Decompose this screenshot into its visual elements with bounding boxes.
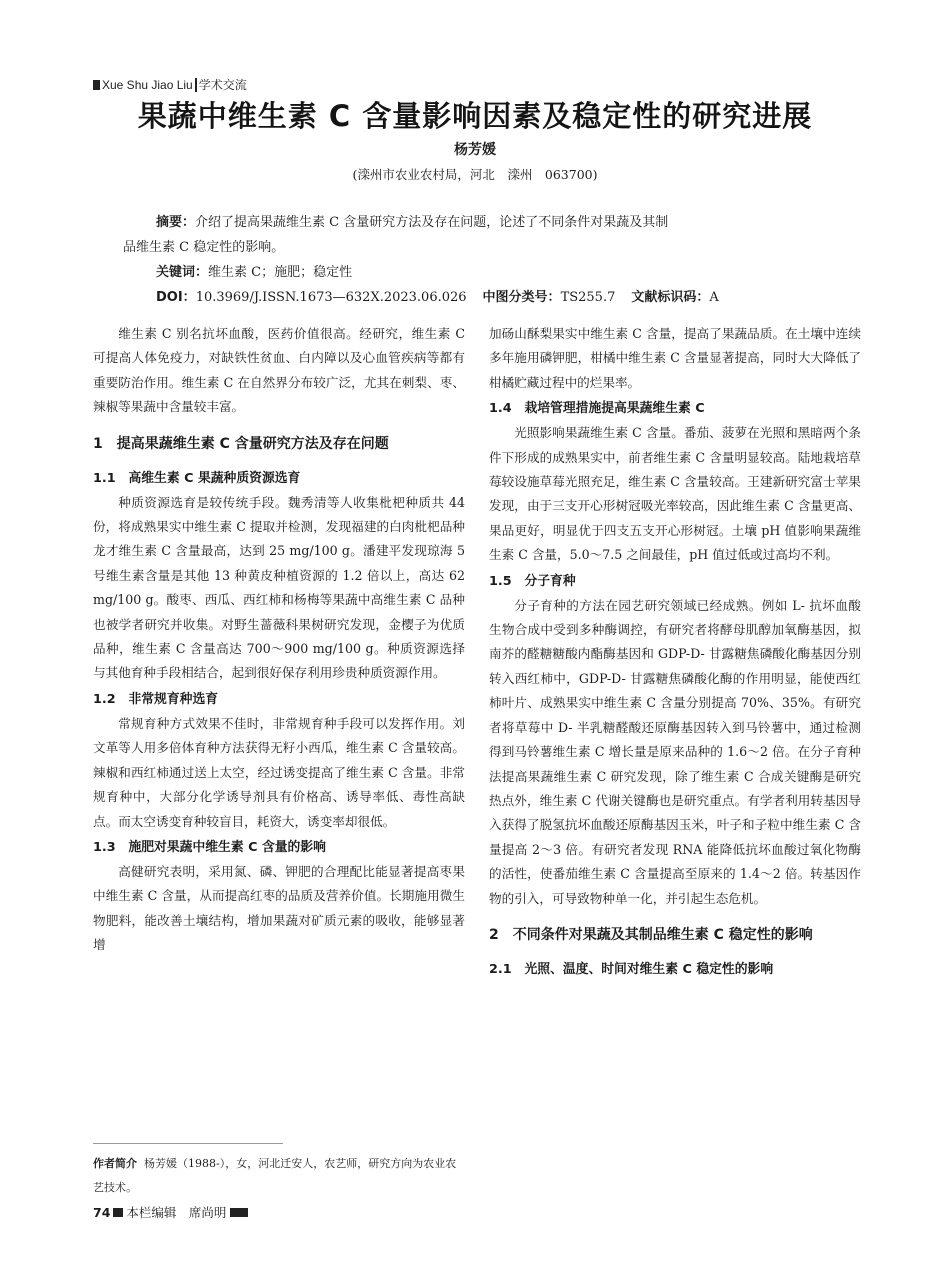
section-2-heading: 2 不同条件对果蔬及其制品维生素 C 稳定性的影响 (489, 926, 813, 943)
intro-paragraph: 维生素 C 别名抗坏血酸，医药价值很高。经研究，维生素 C 可提高人体免疫力，对缺铁性贫血、白内障以及心血管疾病等都有重要防治作用。维生素 C 在自然界分布较广泛，尤其在刺梨、枣、辣椒等果蔬中含量较丰富。 (93, 326, 465, 415)
divider-bar-icon (195, 78, 197, 92)
section-1-3-heading: 1.3 施肥对果蔬中维生素 C 含量的影响 (93, 839, 326, 855)
abstract-label: 摘要： (156, 215, 196, 230)
keywords-label: 关键词： (156, 265, 209, 280)
abstract-text-1: 介绍了提高果蔬维生素 C 含量研究方法及存在问题，论述了不同条件对果蔬及其制 (195, 215, 669, 230)
doc-code-value: A (709, 290, 719, 305)
abstract-block (123, 210, 843, 310)
doi-row (123, 285, 843, 310)
section-2-1-heading: 2.1 光照、温度、时间对维生素 C 稳定性的影响 (489, 961, 774, 977)
square-mark-icon (113, 1208, 123, 1217)
section-1-2-paragraph: 常规育种方式效果不佳时，非常规育种手段可以发挥作用。刘文革等人用多倍体育种方法获得无籽小西瓜，维生素 C 含量较高。辣椒和西红柿通过送上太空，经过诱变提高了维生素 C 含量。非常规育种中，大部分化学诱导剂具有价格高、诱导率低、毒性高缺点。而太空诱变育种较盲目，耗资大，诱变率却很低。 (93, 715, 465, 829)
section-1-3-paragraph-b: 加砀山酥梨果实中维生素 C 含量，提高了果蔬品质。在土壤中连续多年施用磷钾肥，柑橘中维生素 C 含量显著提高，同时大大降低了柑橘贮藏过程中的烂果率。 (489, 326, 861, 390)
square-mark-icon (93, 80, 100, 90)
footnote-divider (93, 1143, 283, 1144)
journal-name-en: Xue Shu Jiao Liu (102, 78, 193, 92)
doi-label: DOI： (156, 290, 196, 305)
keywords-row (123, 260, 843, 285)
abstract-text-2: 品维生素 C 稳定性的影响。 (123, 240, 285, 255)
clc-value: TS255.7 (560, 290, 616, 305)
article-title: 果蔬中维生素 C 含量影响因素及稳定性的研究进展 (137, 99, 813, 133)
doc-code-label: 文献标识码： (631, 290, 710, 305)
article-author: 杨芳媛 (454, 142, 496, 158)
section-1-1-heading: 1.1 高维生素 C 果蔬种质资源选育 (93, 470, 301, 486)
section-1-3-paragraph-a: 高健研究表明，采用氮、磷、钾肥的合理配比能显著提高枣果中维生素 C 含量，从而提高红枣的品质及营养价值。长期施用微生物肥料，能改善土壤结构，增加果蔬对矿质元素的吸收，能够显著增 (93, 863, 465, 953)
page-footer (93, 1203, 248, 1221)
section-1-5-heading: 1.5 分子育种 (489, 573, 576, 589)
section-1-heading: 1 提高果蔬维生素 C 含量研究方法及存在问题 (93, 435, 389, 452)
bio-text: 杨芳媛（1988-），女，河北迁安人，农艺师，研究方向为农业农艺技术。 (93, 1157, 457, 1194)
author-bio-footnote (93, 1152, 465, 1200)
keywords-text: 维生素 C；施肥；稳定性 (208, 265, 353, 280)
section-1-4-paragraph: 光照影响果蔬维生素 C 含量。番茄、菠萝在光照和黑暗两个条件下形成的成熟果实中，前者维生素 C 含量明显较高。陆地栽培草莓较设施草莓光照充足，维生素 C 含量较高。王建新研究富士苹果发现，由于三支开心形树冠吸光率较高，因此维生素 C 含量更高、果品更好，明显优于四支五支开心形树冠。土壤 pH 值影响果蔬维生素 C 含量，5.0～7.5 之间最佳，pH 值过低或过高均不利。 (489, 425, 861, 563)
section-1-2-heading: 1.2 非常规育种选育 (93, 691, 219, 707)
abstract-line-1 (123, 210, 843, 235)
right-column (489, 322, 861, 982)
journal-name-cn: 学术交流 (198, 78, 247, 92)
page-number: 74 (93, 1205, 111, 1220)
doi-value[interactable]: 10.3969/J.ISSN.1673—632X.2023.06.026 (195, 290, 467, 305)
bio-label: 作者简介 (93, 1157, 137, 1170)
section-1-1-paragraph: 种质资源选育是较传统手段。魏秀清等人收集枇杷种质共 44 份，将成熟果实中维生素 C 提取并检测，发现福建的白肉枇杷品种龙才维生素 C 含量最高，达到 25 mg/100 g。潘建平发现琼海 5 号维生素含量是其他 13 种黄皮种植资源的 1.2 倍以上，高达 62 mg/100 g。酸枣、西瓜、西红柿和杨梅等果蔬中高维生素 C 品种也被学者研究并收集。对野生蔷薇科果树研究发现，金樱子为优质品种，维生素 C 含量高达 700～900 mg/100 g。种质资源选择与其他育种手段相结合，起到很好保存利用珍贵种质资源作用。 (93, 494, 465, 681)
clc-label: 中图分类号： (482, 290, 561, 305)
left-column (93, 322, 465, 958)
bar-mark-icon (230, 1208, 248, 1217)
abstract-line-2 (123, 235, 843, 260)
journal-section-label (93, 76, 247, 93)
column-editor: 本栏编辑 席尚明 (126, 1205, 227, 1220)
section-1-4-heading: 1.4 栽培管理措施提高果蔬维生素 C (489, 401, 705, 417)
author-affiliation: (滦州市农业农村局，河北 滦州 063700) (352, 167, 598, 182)
section-1-5-paragraph: 分子育种的方法在园艺研究领域已经成熟。例如 L- 抗坏血酸生物合成中受到多种酶调控，有研究者将酵母肌醇加氧酶基因，拟南芥的醛糖糖酸内酯酶基因和 GDP-D- 甘露糖焦磷酸化酶基因分别转入西红柿中，GDP-D- 甘露糖焦磷酸化酶的作用明显，能使西红柿叶片、成熟果实中维生素 C 含量分别提高 70%、35%。有研究者将草莓中 D- 半乳糖醛酸还原酶基因转入到马铃薯中，通过检测得到马铃薯维生素 C 增长量是原来品种的 1.6～2 倍。在分子育种法提高果蔬维生素 C 研究发现，除了维生素 C 合成关键酶是研究热点外，维生素 C 代谢关键酶也是研究重点。有学者利用转基因导入获得了脱氢抗坏血酸还原酶基因玉米，叶子和子粒中维生素 C 含量提高 2～3 倍。有研究者发现 RNA 能降低抗坏血酸过氧化物酶的活性，使番茄维生素 C 含量提高至原来的 1.4～2 倍。转基因作物的引入，可导致物种单一化，并引起生态危机。 (489, 597, 861, 906)
